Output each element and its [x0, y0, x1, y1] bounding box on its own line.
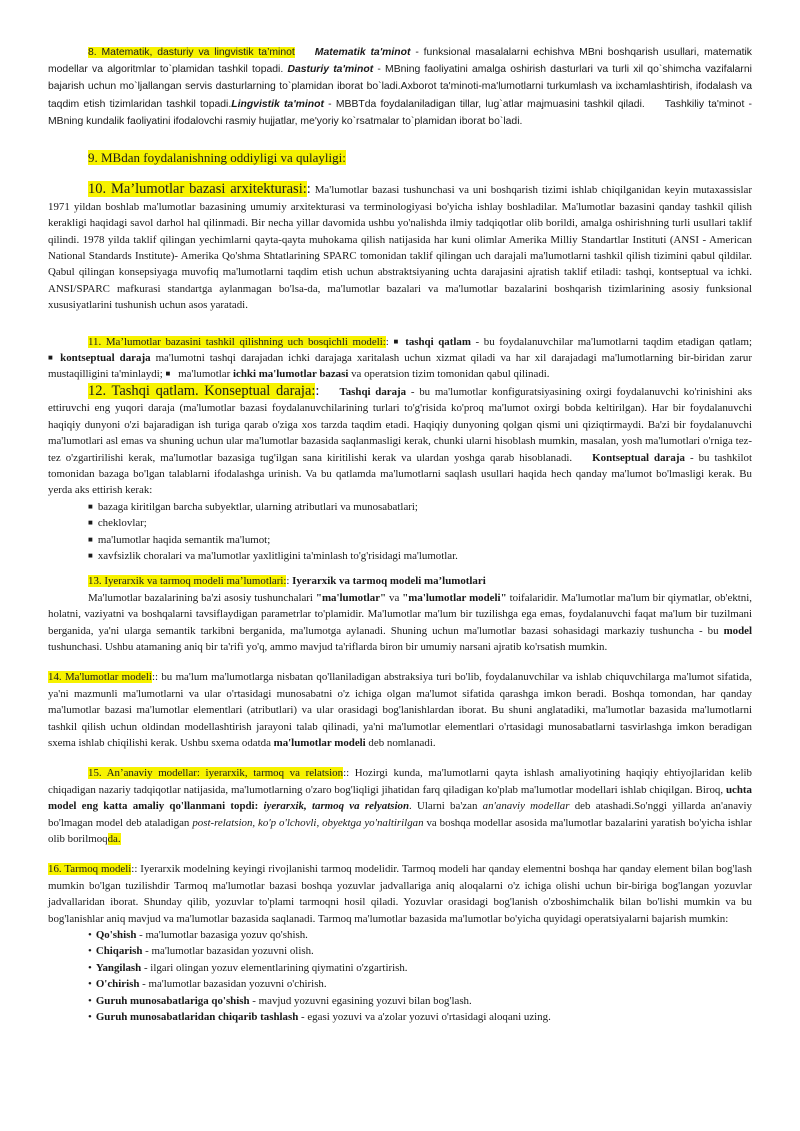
section-13-heading: 13. Iyerarxik va tarmoq modeli ma’lumotlari:	[88, 575, 287, 588]
text: : Iyerarxik modelning keyingi rivojlanishi tarmoq modelidir. Tarmoq modeli har qanday elementni boshqa har qanday element bilan bog'lash mumkin bo'lgan tuzilishdir Tarmoq ma'lumotlar bazasi boshqa yozuvlar jadvallariga aniq aloqalarni o'z ichiga olishi uchun bir-biriga bog'langan yozuvlar jadvallaridan iborat. Shunday qilib, yozuvlar to'plami tarmoqni hosil qiladi. Yozuvlar orasidagi bog'lanish o'zboshimchalik bilan bo'lishi mumkin va bu bog'lanishlar aniq mavjud va ma'lumotlar bazasida saqlanadi. Tarmoq ma'lumotlar bazasida ma'lumotlar bo'yicha quyidagi operatsiyalarni bajarish mumkin:	[48, 863, 753, 925]
term-matematik: Matematik ta'minot	[314, 47, 411, 58]
section-9	[48, 150, 752, 167]
separator: :	[131, 863, 135, 876]
text: ma'lumotlar	[175, 368, 233, 381]
separator: :	[286, 575, 293, 588]
list-item	[88, 927, 752, 943]
term: ichki ma'lumotlar bazasi	[233, 368, 349, 381]
section-8-heading: 8. Matematik, dasturiy va lingvistik ta’minot	[88, 47, 295, 58]
separator: :	[343, 767, 347, 780]
list-item: ■ xavfsizlik choralari va ma'lumotlar yaxlitligini ta'minlash to'g'risidagi ma'lumotlar.	[88, 548, 752, 564]
text: va operatsion tizim tomonidan qabul qilinadi.	[348, 368, 550, 381]
section-12	[48, 383, 752, 499]
term: Guruh munosabatlariga qo'shish	[95, 994, 250, 1007]
list-item	[88, 1009, 752, 1025]
section-16	[48, 861, 752, 927]
section-12-heading: 12. Tashqi qatlam. Konseptual daraja:	[88, 382, 316, 399]
term: Tashqi daraja	[339, 385, 407, 398]
section-10	[48, 181, 752, 313]
text: - ma'lumotlar bazasidan yozuvni o'chirish.	[139, 978, 327, 991]
term: uchta model eng katta amaliy qo'llanmani topdi:	[48, 783, 752, 813]
subheading: Iyerarxik va tarmoq modeli ma’lumotlari	[292, 575, 486, 588]
text: Ma'lumotlar bazalarining ba'zi asosiy tushunchalari	[88, 591, 316, 604]
text: - ma'lumotlar bazasidan yozuvni olish.	[142, 945, 314, 958]
term-dasturiy: Dasturiy ta'minot	[287, 64, 374, 76]
separator: :	[385, 335, 389, 348]
section-14-heading: 14. Ma'lumotlar modeli	[48, 671, 152, 684]
text: tushunchasi. Ushbu atamaning aniq bir ta'rifi yo'q, ammo mavjud ta'riflarda biron bir umumiy narsani ajratib ko'rsatish mumkin.	[48, 640, 608, 653]
section-8	[48, 44, 752, 130]
separator: :	[306, 181, 311, 198]
square-bullet-icon	[393, 336, 405, 348]
text: - mavjud yozuvni egasining yozuvi bilan bog'lash.	[249, 994, 472, 1007]
text: - ma'lumotlar bazasiga yozuv qo'shish.	[136, 929, 308, 942]
term: ma'lumotlar modeli	[273, 737, 366, 750]
section-13-body	[48, 590, 752, 656]
text: Ma'lumotlar bazasi tushunchasi va uni boshqarish tizimi ishlab chiqilganidan keyin mutaxassislar 1971 yildan boshlab ma'lumotlar bazasining umumiy arxitekturasi va terminologiyasi bo'yicha ishlay boshladilar. Ma'lumotlar bazasini qanday tashkil qilish kerakligi haqidagi savol darhol hal qilinmadi. Bir necha yillar davomida ushbu yo'nalishda ilmiy tadqiqotlar olib borildi, amalga oshirishning turli usullari taklif qilindi. 1978 yilda taklif qilingan yechimlarni qayta-qayta muhokama qilish natijasida har kuni olimlar Amerika Milliy Standartlar Instituti (ANSI - American National Standards Institute)- Amerika Qo'shma Shtatlarining SPARC tomonidan taklif qilingan uch darajali ma'lumotlarni tashkil qilish tizimini qabul qildilar. Qabul qilingan konsepsiyaga muvofiq ma'lumotlarni taqdim etish uchun abstraktsiyaning uchta darajasini ajratish taklif etiladi: tashqi, kontseptual va ichki. ANSI/SPARC mafkurasi standartga aylanmagan bo'lsa-da, ma'lumotlar bazalari va ma'lumotlar bazalarini boshqarish tizimlarining asosiy funksional xususiyatlarini tushunish uchun asos yaratadi.	[48, 184, 752, 312]
text: toifalaridir. Ma'lumotlar ma'lum bir qiymatlar, ob'ektni, holatni, vaziyatni va boshqalarni tavsiflaydigan parametrlar to'plamidir. Ma'lumotlar ma'lum bir tuzilishga ega emas, foydalanuvchi faqat ma'lum bir tuzilmani berganida, ya'ni ularga semantik tarkibni berganida, ma'lumotga aylanadi. Shuning uchun ma'lumotlar bazasi sohasidagi markaziy tushuncha - bu	[48, 591, 753, 637]
text: : Hozirgi kunda, ma'lumotlarni qayta ishlash amaliyotining haqiqiy ehtiyojlaridan kelib chiqadigan nazariy tadqiqotlar natijasida, ma'lumotlarning o'zaro bog'liqligi jihatidan farq qiladigan ko'plab ma'lumotlar modellari ishlab chiqilgan. Biroq,	[48, 767, 752, 796]
list-item	[88, 960, 752, 976]
list-item: ■ ma'lumotlar haqida semantik ma'lumot;	[88, 532, 752, 548]
text: deb nomlanadi.	[365, 737, 436, 750]
term: Kontseptual daraja	[592, 451, 685, 464]
text: va	[386, 591, 403, 604]
term: Yangilash	[95, 961, 142, 974]
section-15-heading: 15. An’anaviy modellar: iyerarxik, tarmoq va relatsion	[88, 767, 344, 780]
term: an'anaviy modellar	[482, 800, 570, 813]
term: iyerarxik, tarmoq va relyatsion	[263, 800, 409, 813]
term-lingvistik: Lingvistik ta'minot	[231, 98, 324, 110]
text: : bu ma'lum ma'lumotlarga nisbatan qo'llaniladigan abstraksiya turi bo'lib, foydalanuvchilar va ishlab chiquvchilarga ma'lumot sifatida, ya'ni mazmunli ma'lumotlarni va ular o'rtasidagi munosabatni o'z ichiga olgan ma'lumot sifatida qarashga imkon beradi. Boshqa tomondan, har qanday ma'lumotlar bazasi ma'lumotlar elementlari (atributlari) va ular orasidagi bog'lanishlardan iborat. Bu shuni anglatadiki, ma'lumotlar bazasida ma'lumotlarni tashkil qilish uchun oldindan modellashtirish jarayoni talab qilinadi, ya'ni ma'lumotlar elementlari o'rtasidagi munosabatlarni tasvirlashga imkon beradigan sxema ishlab chiqilishi kerak. Ushbu sxema odatda	[48, 671, 752, 750]
list-item: ■ cheklovlar;	[88, 515, 752, 531]
term: tashqi qatlam	[405, 335, 471, 348]
term: kontseptual daraja	[60, 352, 151, 365]
term: Guruh munosabatlaridan chiqarib tashlash	[95, 1011, 299, 1024]
section-16-list	[48, 927, 752, 1025]
section-9-heading: 9. MBdan foydalanishning oddiyligi va qulayligi:	[88, 150, 346, 166]
term: Chiqarish	[95, 945, 143, 958]
section-11-heading: 11. Ma’lumotlar bazasini tashkil qilishning uch bosqichli modeli:	[88, 335, 386, 348]
text: ma'lumotni tashqi darajadan ichki darajaga xaritalash uchun xizmat qiladi va har xil darajadagi ma'lumotlarning bir-biridan zarur mustaqilligini ta'minlaydi;	[48, 352, 753, 381]
text: deb atashadi.So'nggi yillarda an'anaviy bo'lmagan model deb ataladigan	[48, 800, 752, 829]
section-11	[48, 334, 752, 383]
separator: :	[315, 382, 320, 399]
list-item	[88, 943, 752, 959]
section-16-heading: 16. Tarmoq modeli	[48, 863, 132, 876]
text: da.	[107, 833, 121, 846]
section-12-list	[48, 499, 752, 565]
term: O'chirish	[95, 978, 140, 991]
text: - MBBTda foydalaniladigan tillar, lug`atlar majmuasini tashkil qiladi.	[323, 98, 645, 110]
square-bullet-icon	[48, 352, 60, 364]
term: "ma'lumotlar modeli"	[402, 591, 507, 604]
text: - bu tashkilot tomonidan bazaga bo'lgan talablarni ifodalashga urinish. Va bu qatlamda ma'lumotlarni saqlash usullari haqida hech qanday ma'lumot bo'lmasligi kerak. Bu yerda aks ettirish kerak:	[48, 451, 753, 497]
list-item	[88, 976, 752, 992]
section-15	[48, 765, 752, 847]
text: - MBning faoliyatini amalga oshirish dasturlari va turli xil qo`shimcha vazifalarni bajarish uchun mo`ljallangan servis dasturlarning to`plamidan iborat bo`ladi.Axborot ta'minoti-ma'lumotlarni turkumlash va ixchamlashtirish, ifodalash va taqdim etish tizimlaridan tashkil topadi.	[48, 64, 752, 110]
square-bullet-icon	[166, 368, 176, 380]
list-item: ■ bazaga kiritilgan barcha subyektlar, ularning atributlari va munosabatlari;	[88, 499, 752, 515]
list-item	[88, 993, 752, 1009]
term: "ma'lumotlar"	[315, 591, 387, 604]
text: . Ularni ba'zan	[409, 800, 483, 813]
section-10-heading: 10. Ma’lumotlar bazasi arxitekturasi:	[88, 181, 307, 198]
term: post-relatsion, ko'p o'lchovli, obyektga yo'naltirilgan	[192, 816, 424, 829]
text: - funksional masalalarni echishva MBni boshqarish usullari, matematik modellar va algoritmlar to`plamidan tashkil topadi.	[48, 47, 752, 76]
document-page	[48, 44, 752, 1026]
term: Qo'shish	[95, 929, 137, 942]
term: model	[723, 624, 752, 637]
separator: :	[151, 671, 155, 684]
text: va boshqa modellar asosida ma'lumotlar bazalarini yaratish bo'yicha ishlar olib borilmoq	[48, 816, 752, 846]
text: - ilgari olingan yozuv elementlarining qiymatini o'zgartirish.	[141, 961, 408, 974]
text: - bu ma'lumotlar konfiguratsiyasining oxirgi foydalanuvchi ko'rinishini aks ettiruvchi eng yuqori daraja (ma'lumotlar bazasi foydalanuvchilarining turlari to'g'risida ko'proq ma'lumot oxirgi bobda keltirilgan). Har bir foydalanuvchi haqiqiy dunyoni o'zi bajaradigan ish turiga qarab o'ziga xos tarzda taqdim etadi. Haqiqiy dunyoning qolgan qismi uni qiziqtirmaydi. Ba'zi bir foydalanuvchi ma'lumotlari asl emas va shuning uchun ular ma'lumotlar bazasida saqlanmasligi kerak, chunki ularni hisoblash mumkin, masalan, yosh ma'lumotlari o'rniga tez-tez o'zgartirilishi kerak, ma'lumotlar bazasiga tug'ilgan sana kiritilishi kerak va ulardan yoshga qarab hisoblanadi.	[48, 385, 752, 464]
section-14	[48, 669, 752, 751]
text: Tashkiliy ta'minot -MBning kundalik faoliyatini ifodalovchi rasmiy hujjatlar, me'yoriy ko`rsatmalar to`plamidan iborat bo`ladi.	[48, 98, 753, 127]
text: - egasi yozuvi va a'zolar yozuvi o'rtasidagi aloqani uzing.	[298, 1011, 551, 1024]
text: - bu foydalanuvchilar ma'lumotlarni taqdim etadigan qatlam;	[470, 335, 752, 348]
section-13	[48, 573, 752, 589]
